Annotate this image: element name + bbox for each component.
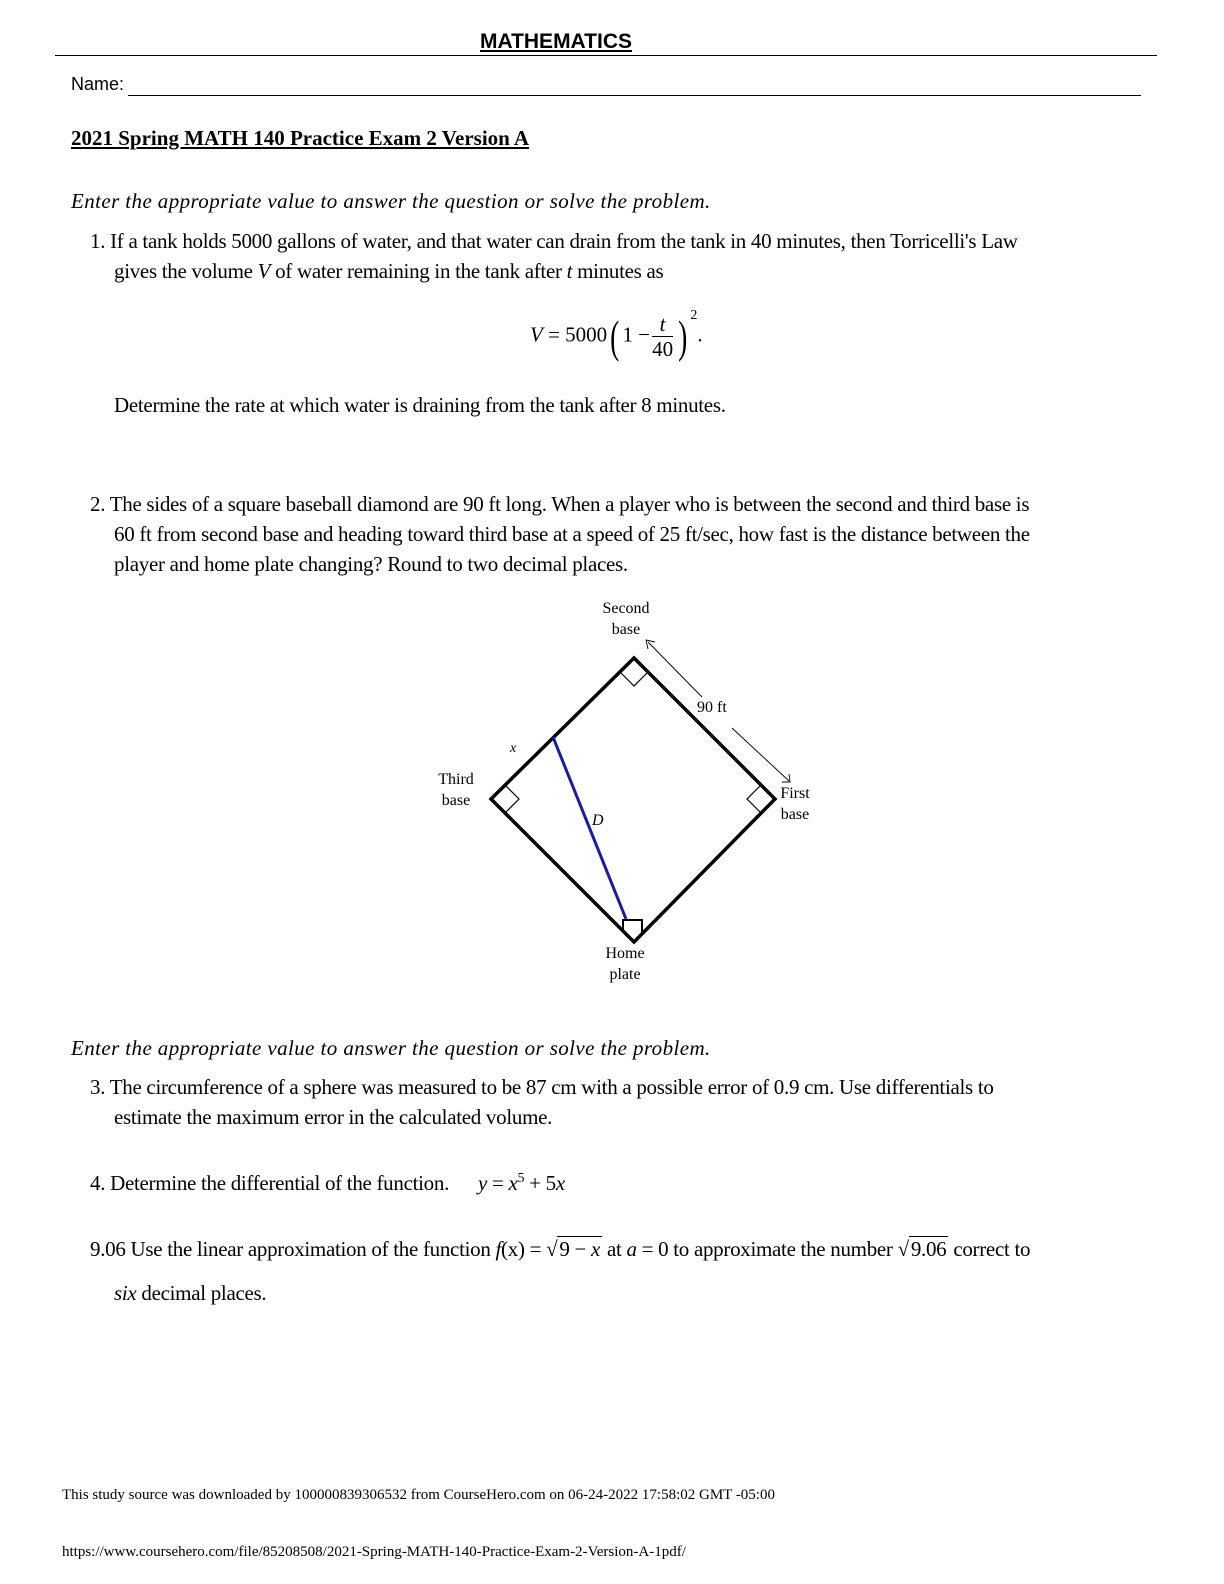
right-angle-first bbox=[747, 785, 761, 813]
question-number: 4. bbox=[90, 1171, 106, 1195]
sqrt-icon: √ bbox=[897, 1237, 909, 1261]
right-angle-second bbox=[620, 672, 648, 686]
radicand-number: 9 − bbox=[559, 1237, 591, 1261]
text: decimal places. bbox=[136, 1281, 267, 1305]
source-url[interactable]: https://www.coursehero.com/file/85208508/2021-Spring-MATH-140-Practice-Exam-2-Version-A-1pdf/ bbox=[62, 1544, 686, 1560]
var-y: y bbox=[477, 1171, 488, 1195]
question-2-line-3: player and home plate changing? Round to two decimal places. bbox=[114, 552, 628, 576]
label-line: Second bbox=[602, 600, 650, 617]
function-name: f bbox=[495, 1237, 502, 1261]
exponent: 5 bbox=[517, 1171, 525, 1186]
instruction-text: Enter the appropriate value to answer the question or solve the problem. bbox=[71, 1036, 711, 1060]
label-line: base bbox=[611, 621, 641, 638]
diamond-outline bbox=[491, 658, 775, 942]
fraction-numerator: t bbox=[652, 312, 673, 337]
question-number: 3. bbox=[90, 1075, 106, 1099]
italic-word: six bbox=[114, 1281, 137, 1305]
question-text: The circumference of a sphere was measured to be 87 cm with a possible error of 0.9 cm. Use differentials to bbox=[109, 1075, 994, 1099]
label-second-base bbox=[590, 598, 662, 640]
sqrt-icon: √ bbox=[546, 1237, 558, 1261]
page-header-title: MATHEMATICS bbox=[479, 30, 633, 53]
label-line: First bbox=[780, 785, 810, 802]
question-3-line-1 bbox=[90, 1072, 994, 1102]
var-x: x bbox=[508, 1171, 518, 1195]
question-text: Determine the differential of the function. bbox=[110, 1171, 450, 1195]
question-1-prompt: Determine the rate at which water is draining from the tank after 8 minutes. bbox=[114, 393, 726, 417]
label-third-base bbox=[430, 769, 482, 811]
equals: = bbox=[487, 1171, 509, 1195]
question-4 bbox=[90, 1164, 565, 1198]
sqrt-expression bbox=[546, 1234, 602, 1264]
question-1-line-2 bbox=[114, 256, 663, 286]
period: . bbox=[697, 322, 703, 347]
label-home-plate bbox=[596, 943, 654, 985]
label-line: base bbox=[780, 806, 810, 823]
label-line: plate bbox=[609, 966, 641, 983]
label-line: Third bbox=[438, 771, 474, 788]
question-2-line-2: 60 ft from second base and heading toward third base at a speed of 25 ft/sec, how fast is the distance between the bbox=[114, 522, 1030, 546]
formula-one-minus: 1 − bbox=[622, 322, 651, 347]
name-label: Name: bbox=[71, 74, 125, 94]
distance-d-line bbox=[553, 737, 626, 919]
question-number: 9.06 bbox=[90, 1237, 126, 1261]
header-rule bbox=[55, 55, 1157, 56]
question-number: 2. bbox=[90, 492, 106, 516]
var-x: x bbox=[555, 1171, 565, 1195]
label-line: Home bbox=[605, 945, 645, 962]
term: + 5 bbox=[524, 1171, 556, 1195]
fraction-denominator: 40 bbox=[652, 337, 674, 361]
question-5-line-1 bbox=[90, 1234, 1030, 1264]
exam-title: 2021 Spring MATH 140 Practice Exam 2 Version A bbox=[71, 126, 530, 150]
text: of water remaining in the tank after bbox=[270, 259, 567, 283]
download-note: This study source was downloaded by 100000839306532 from CourseHero.com on 06-24-2022 17:58:02 GMT -05:00 bbox=[62, 1487, 775, 1503]
formula-exponent: 2 bbox=[690, 308, 698, 324]
name-blank-line bbox=[128, 95, 1141, 96]
formula-lhs: V bbox=[530, 322, 543, 347]
fraction bbox=[652, 312, 673, 361]
label-side-length: 90 ft bbox=[697, 699, 727, 716]
text: = 0 to approximate the number bbox=[636, 1237, 898, 1261]
question-number: 1. bbox=[90, 229, 106, 253]
right-paren: ) bbox=[678, 310, 688, 362]
label-first-base bbox=[773, 783, 817, 825]
question-text: If a tank holds 5000 gallons of water, and that water can drain from the tank in 40 minutes, then Torricelli's Law bbox=[110, 229, 1018, 253]
text: correct to bbox=[948, 1237, 1031, 1261]
label-line: base bbox=[441, 792, 471, 809]
dimension-arrow-down bbox=[732, 728, 789, 781]
formula-coefficient: = 5000 bbox=[542, 322, 608, 347]
question-1-line-1 bbox=[90, 226, 1018, 256]
function-expression bbox=[478, 1171, 565, 1195]
text: minutes as bbox=[572, 259, 664, 283]
question-text: Use the linear approximation of the function bbox=[130, 1237, 496, 1261]
home-plate-marker bbox=[623, 920, 642, 933]
question-2-line-1 bbox=[90, 489, 1029, 519]
question-3-line-2: estimate the maximum error in the calculated volume. bbox=[114, 1105, 553, 1129]
question-text: The sides of a square baseball diamond are 90 ft long. When a player who is between the second and third base is bbox=[109, 492, 1030, 516]
right-angle-third bbox=[505, 785, 519, 813]
function-arg: (x) = bbox=[501, 1237, 547, 1261]
var-a: a bbox=[626, 1237, 637, 1261]
radicand-var: x bbox=[590, 1237, 600, 1261]
question-5-line-2 bbox=[114, 1278, 266, 1308]
variable-v: V bbox=[257, 259, 271, 283]
sqrt-number bbox=[898, 1234, 949, 1264]
label-d: D bbox=[592, 812, 604, 829]
instruction-text: Enter the appropriate value to answer the question or solve the problem. bbox=[71, 189, 711, 213]
torricelli-formula bbox=[530, 308, 750, 382]
dimension-arrow-up bbox=[648, 642, 702, 697]
variable-t: t bbox=[566, 259, 573, 283]
text: at bbox=[602, 1237, 627, 1261]
left-paren: ( bbox=[610, 310, 620, 362]
radicand: 9.06 bbox=[910, 1237, 947, 1261]
label-x: x bbox=[510, 741, 517, 756]
radicand bbox=[557, 1236, 602, 1261]
text: gives the volume bbox=[114, 259, 258, 283]
